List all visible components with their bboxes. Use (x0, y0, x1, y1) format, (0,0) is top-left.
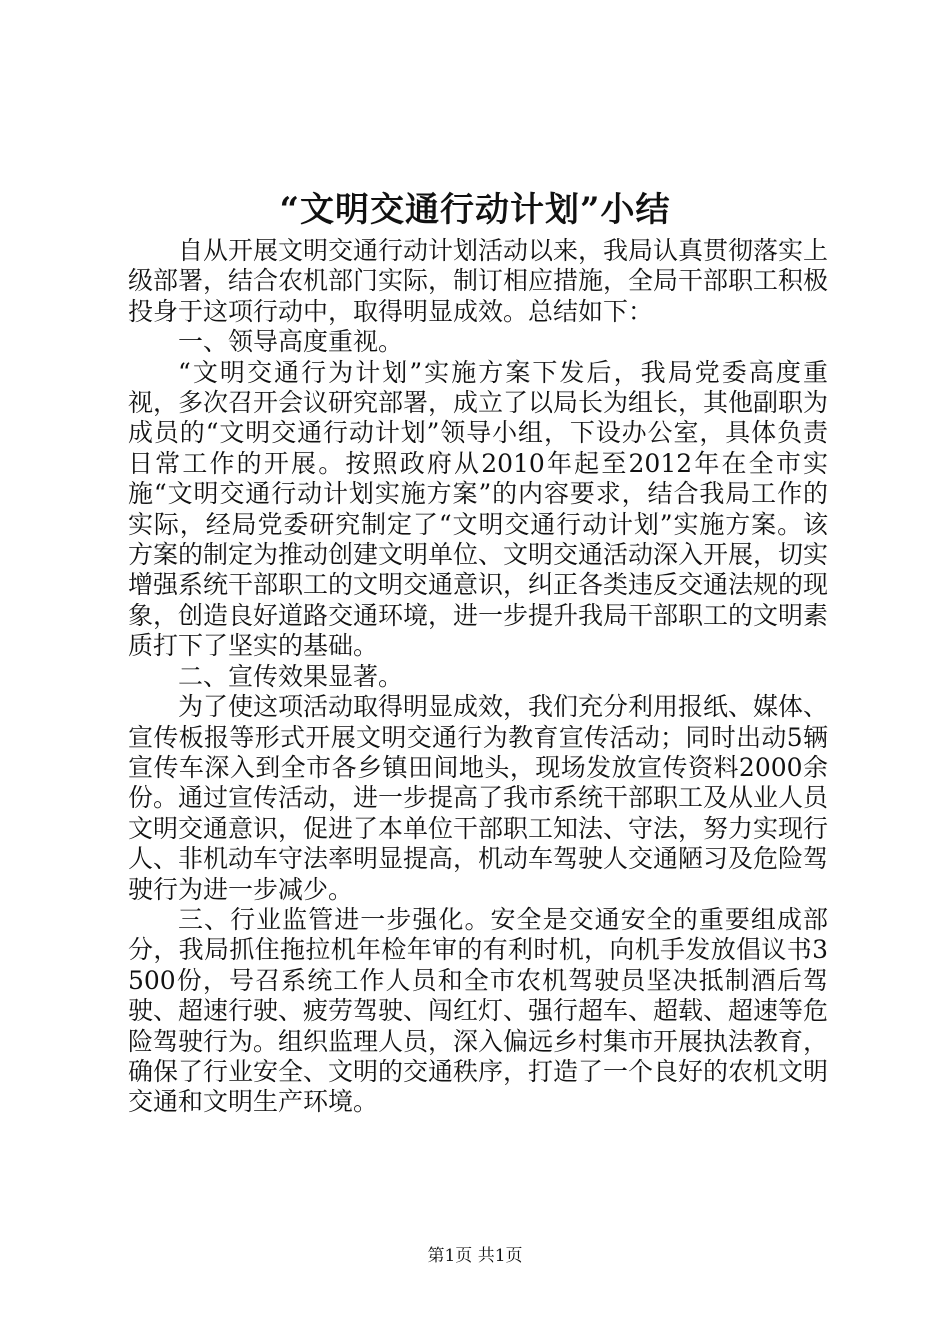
section-heading-2: 二、宣传效果显著。 (178, 661, 404, 691)
document-body (128, 236, 828, 1118)
section-paragraph-3: 三、行业监管进一步强化。安全是交通安全的重要组成部分，我局抓住拖拉机年检年审的有利时机，向机手发放倡议书3500份，号召系统工作人员和全市农机驾驶员坚决抵制酒后驾驶、超速行驶、疲劳驾驶、闯红灯、强行超车、超载、超速等危险驾驶行为。组织监理人员，深入偏远乡村集市开展执法教育，确保了行业安全、文明的交通秩序，打造了一个良好的农机文明交通和文明生产环境。 (128, 904, 829, 1117)
section-paragraph-2: 为了使这项活动取得明显成效，我们充分利用报纸、媒体、宣传板报等形式开展文明交通行为教育宣传活动；同时出动5辆宣传车深入到全市各乡镇田间地头，现场发放宣传资料2000余份。通过宣传活动，进一步提高了我市系统干部职工及从业人员文明交通意识，促进了本单位干部职工知法、守法，努力实现行人、非机动车守法率明显提高，机动车驾驶人交通陋习及危险驾驶行为进一步减少。 (128, 692, 829, 904)
section-paragraph-1: “文明交通行为计划”实施方案下发后，我局党委高度重视，多次召开会议研究部署，成立了以局长为组长，其他副职为成员的“文明交通行动计划”领导小组，下设办公室，具体负责日常工作的开展。按照政府从2010年起至2012年在全市实施“文明交通行动计划实施方案”的内容要求，结合我局工作的实际，经局党委研究制定了“文明交通行动计划”实施方案。该方案的制定为推动创建文明单位、文明交通活动深入开展，切实增强系统干部职工的文明交通意识，纠正各类违反交通法规的现象，创造良好道路交通环境，进一步提升我局干部职工的文明素质打下了坚实的基础。 (128, 357, 829, 661)
page-footer: 第1页 共1页 (427, 1246, 523, 1266)
intro-paragraph: 自从开展文明交通行动计划活动以来，我局认真贯彻落实上级部署，结合农机部门实际，制订相应措施，全局干部职工积极投身于这项行动中，取得明显成效。总结如下： (128, 236, 829, 326)
document-title: “文明交通行动计划”小结 (279, 190, 671, 230)
section-heading-1: 一、领导高度重视。 (178, 327, 404, 357)
